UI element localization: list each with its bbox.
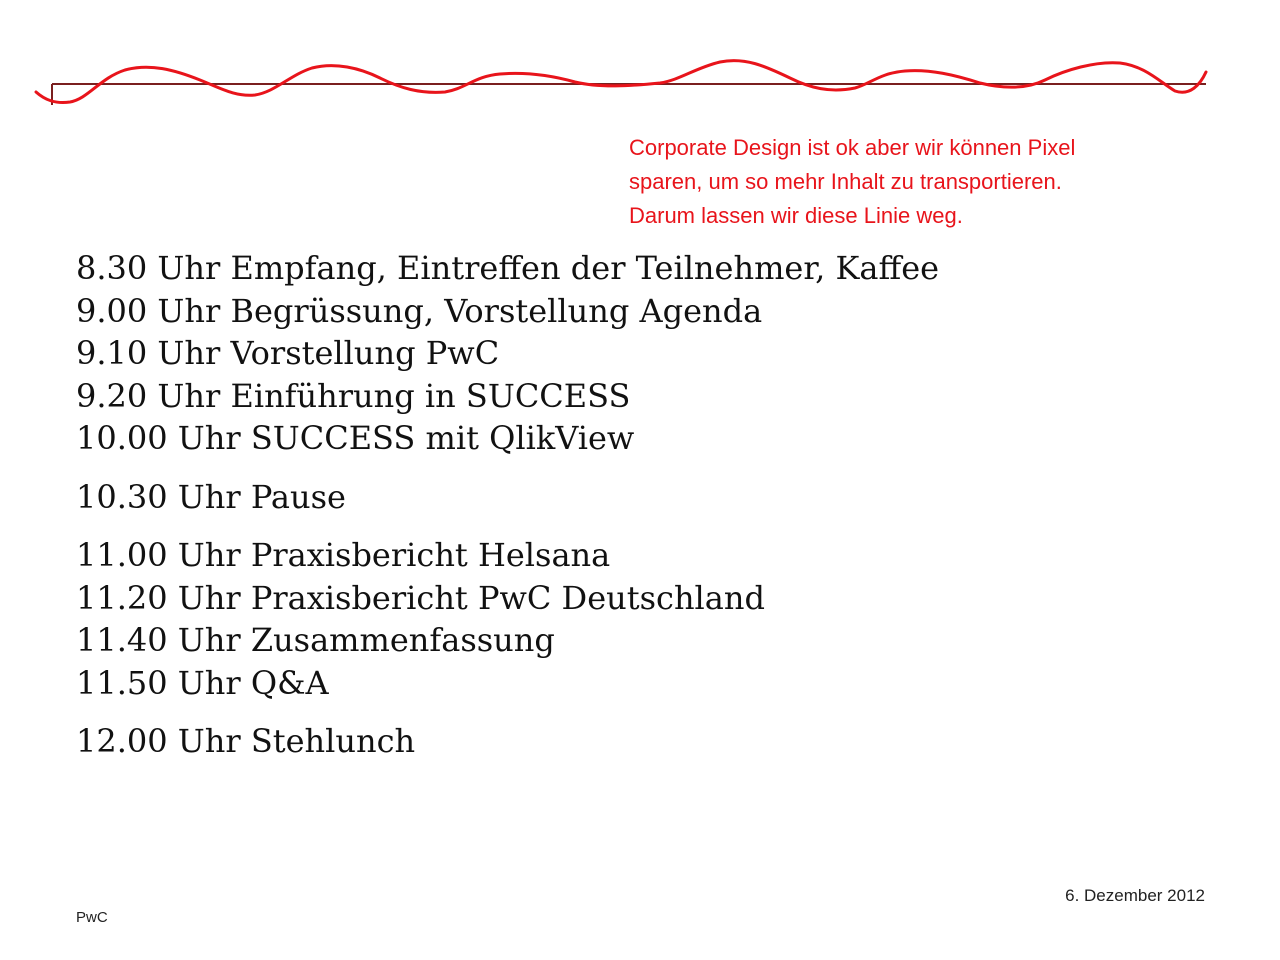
agenda-item: 9.20 Uhr Einführung in SUCCESS <box>76 376 631 415</box>
agenda-item: 11.40 Uhr Zusammenfassung <box>76 621 555 659</box>
agenda-group <box>76 247 939 460</box>
agenda-item: 11.20 Uhr Praxisbericht PwC Deutschland <box>76 578 765 617</box>
annotation-line: Corporate Design ist ok aber wir können Pixel <box>629 135 1076 160</box>
scribble-strike-mark <box>36 61 1206 103</box>
agenda-item: 9.10 Uhr Vorstellung PwC <box>76 334 500 372</box>
agenda-item: 11.00 Uhr Praxisbericht Helsana <box>76 536 611 574</box>
annotation-line: sparen, um so mehr Inhalt zu transportieren. <box>629 169 1062 194</box>
review-annotation <box>629 131 1249 233</box>
agenda-item: 11.50 Uhr Q&A <box>76 663 329 702</box>
agenda-group <box>76 534 939 704</box>
agenda-list <box>76 247 939 779</box>
agenda-item: 9.00 Uhr Begrüssung, Vorstellung Agenda <box>76 291 763 330</box>
agenda-group <box>76 720 939 763</box>
agenda-item: 12.00 Uhr Stehlunch <box>76 722 416 760</box>
agenda-item: 10.30 Uhr Pause <box>76 477 346 516</box>
agenda-group <box>76 476 939 519</box>
annotation-line: Darum lassen wir diese Linie weg. <box>629 203 963 228</box>
agenda-item: 10.00 Uhr SUCCESS mit QlikView <box>76 419 635 457</box>
footer-date: 6. Dezember 2012 <box>1065 886 1205 905</box>
header-rule-graphic <box>0 0 1280 120</box>
footer-brand: PwC <box>76 909 108 926</box>
agenda-item: 8.30 Uhr Empfang, Eintreffen der Teilnehmer, Kaffee <box>76 249 940 287</box>
